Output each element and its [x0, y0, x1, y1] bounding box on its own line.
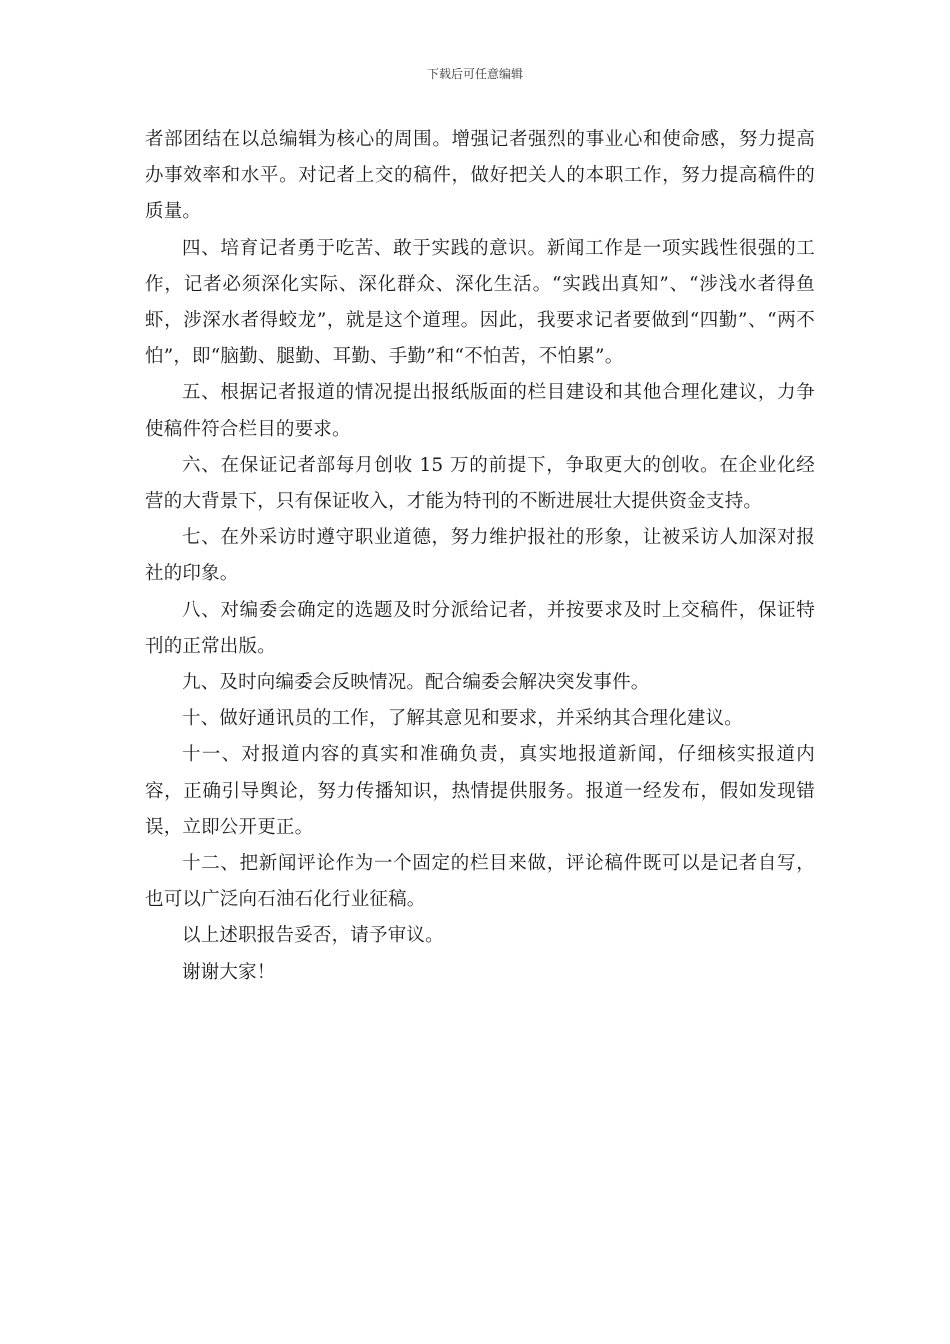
- paragraph-item-9: 九、及时向编委会反映情况。配合编委会解决突发事件。: [182, 672, 650, 694]
- page-header: 下载后可任意编辑: [426, 67, 523, 81]
- paragraph-item-11: 十一、对报道内容的真实和准确负责，真实地报道新闻，仔细核实报道内容，正确引导舆论，努力传播知识，热情提供服务。报道一经发布，假如发现错误，立即公开更正。: [145, 744, 815, 838]
- paragraph-closing-request: 以上述职报告妥否，请予审议。: [182, 925, 444, 947]
- paragraph-thanks: 谢谢大家！: [182, 961, 276, 983]
- paragraph-item-7: 七、在外采访时遵守职业道德，努力维护报社的形象，让被采访人加深对报社的印象。: [145, 527, 815, 585]
- document-body: [145, 122, 815, 991]
- paragraph-item-5: 五、根据记者报道的情况提出报纸版面的栏目建设和其他合理化建议，力争使稿件符合栏目的要求。: [145, 382, 815, 440]
- paragraph-continuation: 者部团结在以总编辑为核心的周围。增强记者强烈的事业心和使命感，努力提高办事效率和水平。对记者上交的稿件，做好把关人的本职工作，努力提高稿件的质量。: [145, 129, 815, 223]
- paragraph-item-6: 六、在保证记者部每月创收 15 万的前提下，争取更大的创收。在企业化经营的大背景下，只有保证收入，才能为特刊的不断进展壮大提供资金支持。: [145, 454, 815, 513]
- paragraph-item-12: 十二、把新闻评论作为一个固定的栏目来做，评论稿件既可以是记者自写，也可以广泛向石油石化行业征稿。: [145, 853, 815, 911]
- paragraph-item-4: 四、培育记者勇于吃苦、敢于实践的意识。新闻工作是一项实践性很强的工作，记者必须深化实际、深化群众、深化生活。“实践出真知”、“涉浅水者得鱼虾，涉深水者得蛟龙”，就是这个道理。因此，我要求记者要做到“四勤”、“两不怕”，即“脑勤、腿勤、耳勤、手勤”和“不怕苦，不怕累”。: [145, 237, 815, 368]
- paragraph-item-10: 十、做好通讯员的工作，了解其意见和要求，并采纳其合理化建议。: [182, 708, 744, 730]
- paragraph-item-8: 八、对编委会确定的选题及时分派给记者，并按要求及时上交稿件，保证特刊的正常出版。: [145, 599, 815, 657]
